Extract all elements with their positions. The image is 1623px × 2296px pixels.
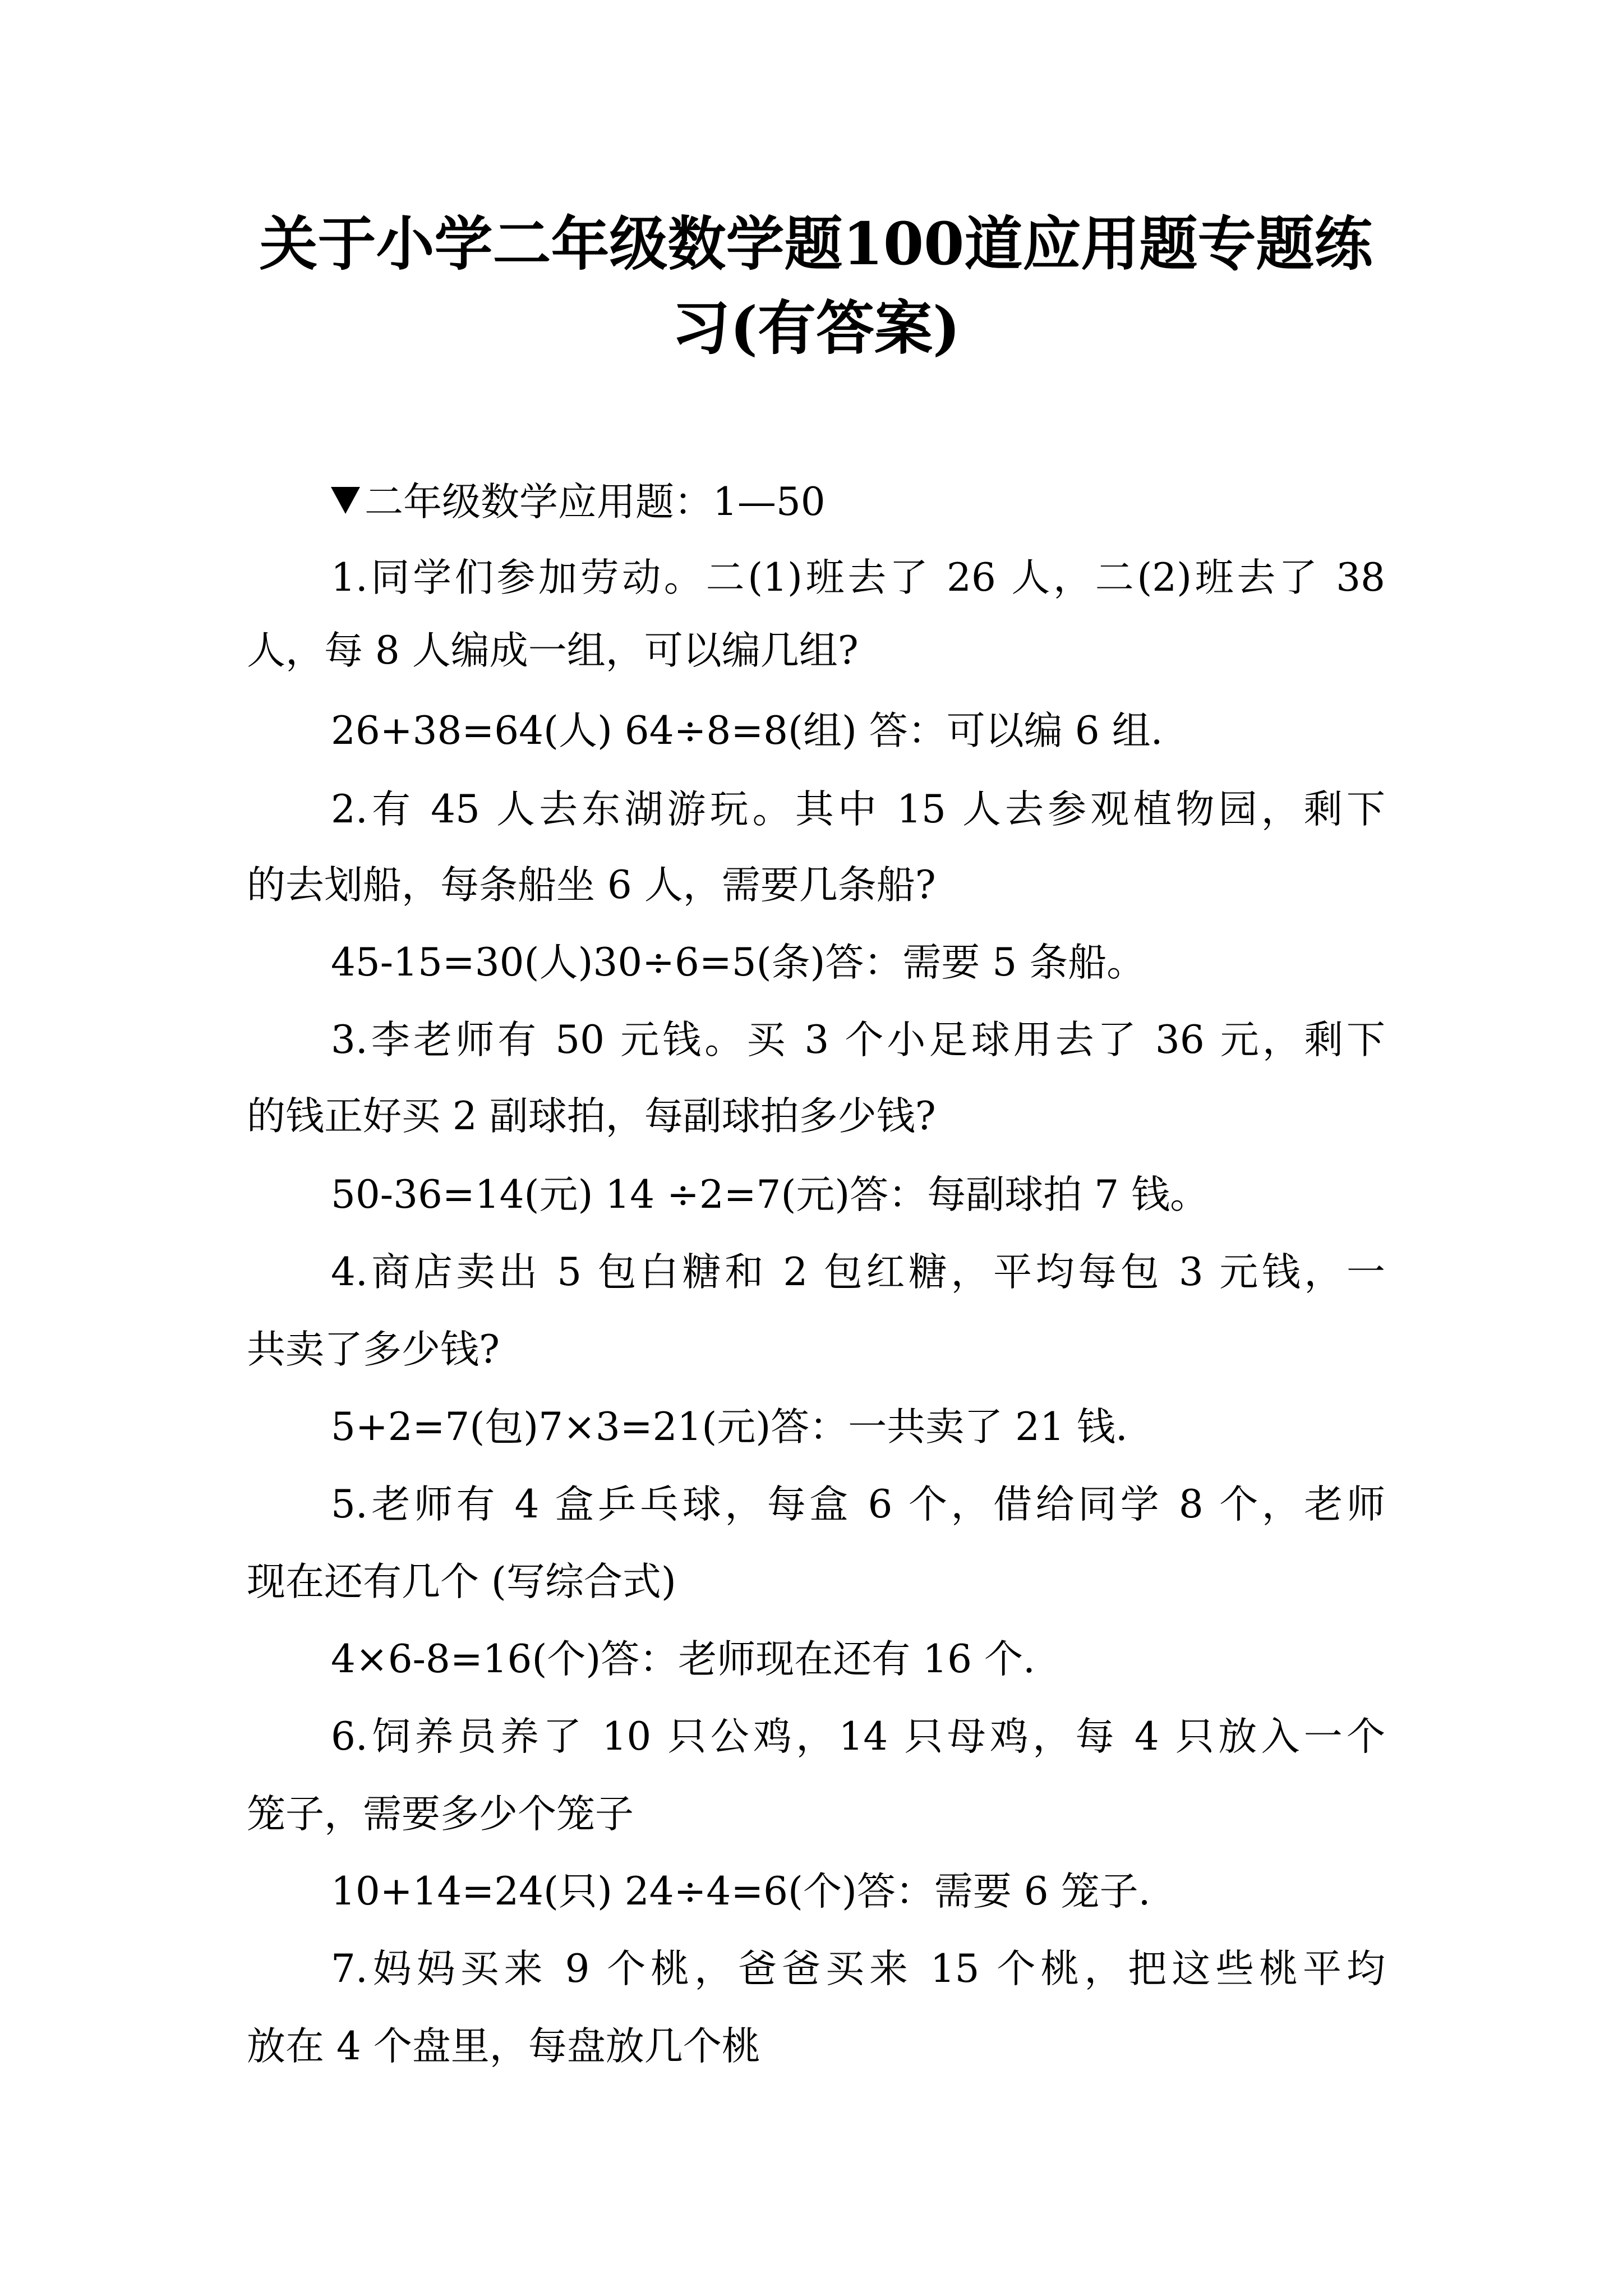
problem-6-question-line-1: 6.饲养员养了 10 只公鸡，14 只母鸡，每 4 只放入一个 bbox=[331, 1714, 1385, 1759]
problem-2-answer: 45-15=30(人)30÷6=5(条)答：需要 5 条船。 bbox=[331, 940, 1146, 985]
problem-2-question-line-2: 的去划船，每条船坐 6 人，需要几条船? bbox=[247, 863, 936, 908]
document-title-line-2: 习(有答案) bbox=[671, 293, 961, 362]
problem-4-answer: 5+2=7(包)7×3=21(元)答：一共卖了 21 钱. bbox=[331, 1405, 1128, 1450]
problem-5-answer: 4×6-8=16(个)答：老师现在还有 16 个. bbox=[331, 1637, 1035, 1682]
problem-6-answer: 10+14=24(只) 24÷4=6(个)答：需要 6 笼子. bbox=[331, 1869, 1151, 1914]
problem-5-question-line-1: 5.老师有 4 盒乒乓球，每盒 6 个，借给同学 8 个，老师 bbox=[331, 1482, 1385, 1527]
section-heading bbox=[331, 474, 1385, 530]
problem-4-question-line-2: 共卖了多少钱? bbox=[247, 1327, 500, 1372]
problem-1-answer: 26+38=64(人) 64÷8=8(组) 答：可以编 6 组. bbox=[331, 708, 1163, 753]
problem-1-question-line-2: 人，每 8 人编成一组，可以编几组? bbox=[247, 628, 859, 673]
problem-1-question-line-1: 1.同学们参加劳动。二(1)班去了 26 人，二(2)班去了 38 bbox=[331, 555, 1385, 600]
problem-6-question-line-2: 笼子，需要多少个笼子 bbox=[247, 1792, 634, 1837]
problem-3-answer: 50-36=14(元) 14 ÷2=7(元)答：每副球拍 7 钱。 bbox=[331, 1172, 1209, 1217]
problem-7-question-line-2: 放在 4 个盘里，每盘放几个桃 bbox=[247, 2024, 760, 2069]
problem-2-question-line-1: 2.有 45 人去东湖游玩。其中 15 人去参观植物园，剩下 bbox=[331, 787, 1385, 832]
problem-7-question-line-1: 7.妈妈买来 9 个桃，爸爸买来 15 个桃，把这些桃平均 bbox=[331, 1947, 1385, 1991]
problem-3-question-line-2: 的钱正好买 2 副球拍，每副球拍多少钱? bbox=[247, 1094, 936, 1139]
problem-4-question-line-1: 4.商店卖出 5 包白糖和 2 包红糖，平均每包 3 元钱，一 bbox=[331, 1250, 1385, 1295]
document-title-line-1: 关于小学二年级数学题100道应用题专题练 bbox=[259, 209, 1373, 278]
problem-3-question-line-1: 3.李老师有 50 元钱。买 3 个小足球用去了 36 元，剩下 bbox=[331, 1018, 1385, 1062]
section-heading-text: 二年级数学应用题：1—50 bbox=[365, 480, 826, 524]
problem-5-question-line-2: 现在还有几个 (写综合式) bbox=[247, 1559, 676, 1604]
triangle-down-icon bbox=[331, 487, 360, 514]
